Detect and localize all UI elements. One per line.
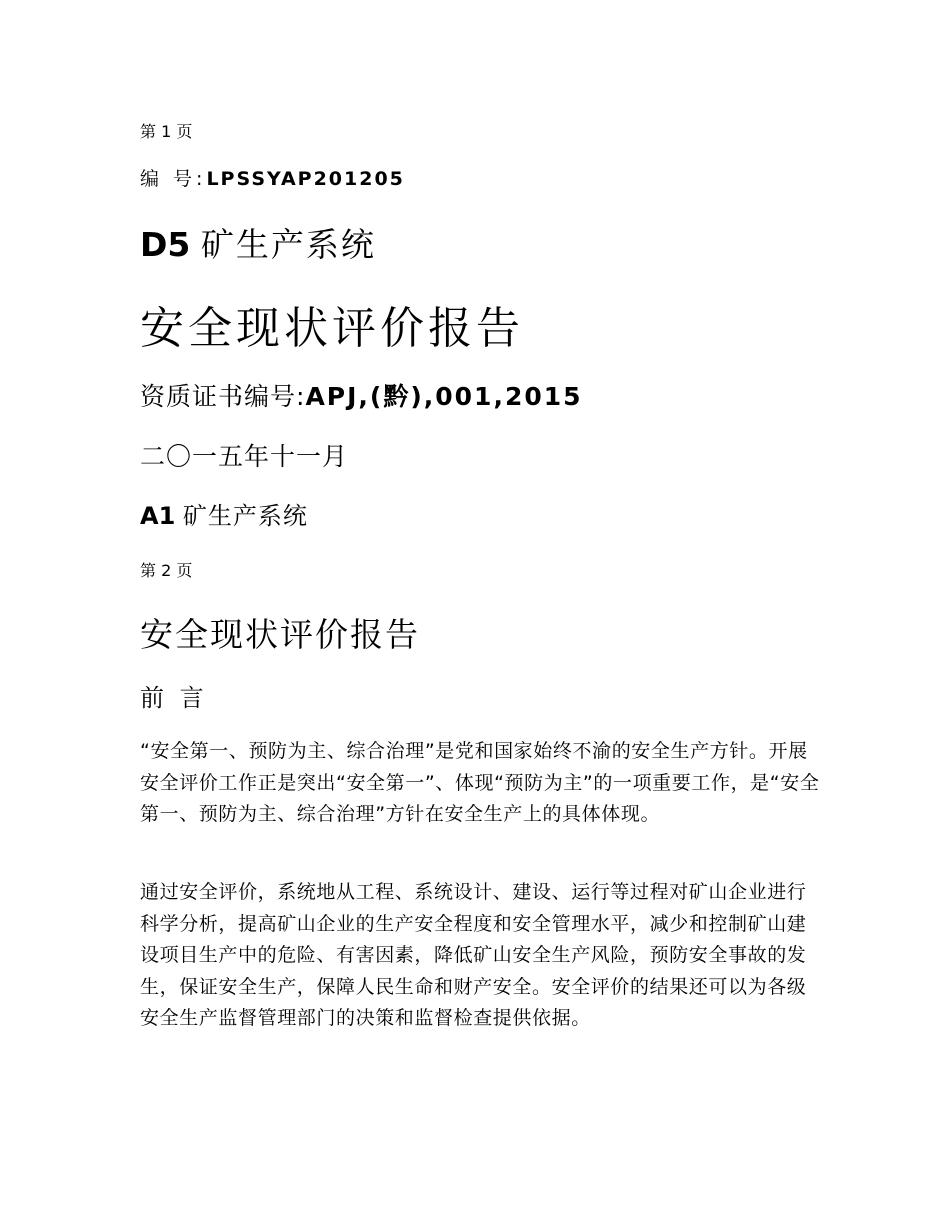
foreword-paragraph-2: 通过安全评价，系统地从工程、系统设计、建设、运行等过程对矿山企业进行科学分析，提高矿山企业的生产安全程度和安全管理水平，减少和控制矿山建设项目生产中的危险、有害因素，降低矿山安全生产风险，预防安全事故的发生，保证安全生产，保障人民生命和财产安全。安全评价的结果还可以为各级安全生产监督管理部门的决策和监督检查提供依据。 xyxy=(140,881,807,1029)
system-heading xyxy=(140,225,376,264)
cert-prefix: 资质证书编号: xyxy=(140,382,306,411)
report-title-2: 安全现状评价报告 xyxy=(140,615,420,654)
page-label-2: 第 2 页 xyxy=(140,561,193,580)
report-date: 二〇一五年十一月 xyxy=(140,442,349,471)
sub-name: 矿生产系统 xyxy=(182,502,308,530)
system-name: 矿生产系统 xyxy=(200,225,376,264)
serial-prefix: 编 号: xyxy=(140,168,207,190)
sub-system-heading xyxy=(140,504,308,528)
page-label-1: 第 1 页 xyxy=(140,122,193,141)
certificate-number xyxy=(140,384,583,409)
system-code: D5 xyxy=(140,225,191,264)
serial-number xyxy=(140,170,405,189)
report-title-1: 安全现状评价报告 xyxy=(140,303,524,354)
foreword-paragraph-1: “安全第一、预防为主、综合治理”是党和国家始终不渝的安全生产方针。开展安全评价工作正是突出“安全第一”、体现“预防为主”的一项重要工作，是“安全第一、预防为主、综合治理”方针在安全生产上的具体体现。 xyxy=(140,740,820,825)
cert-value: APJ,(黔),001,2015 xyxy=(305,382,583,411)
serial-value: LPSSYAP201205 xyxy=(206,168,405,190)
sub-code: A1 xyxy=(140,502,176,530)
foreword-heading: 前 言 xyxy=(140,684,208,712)
